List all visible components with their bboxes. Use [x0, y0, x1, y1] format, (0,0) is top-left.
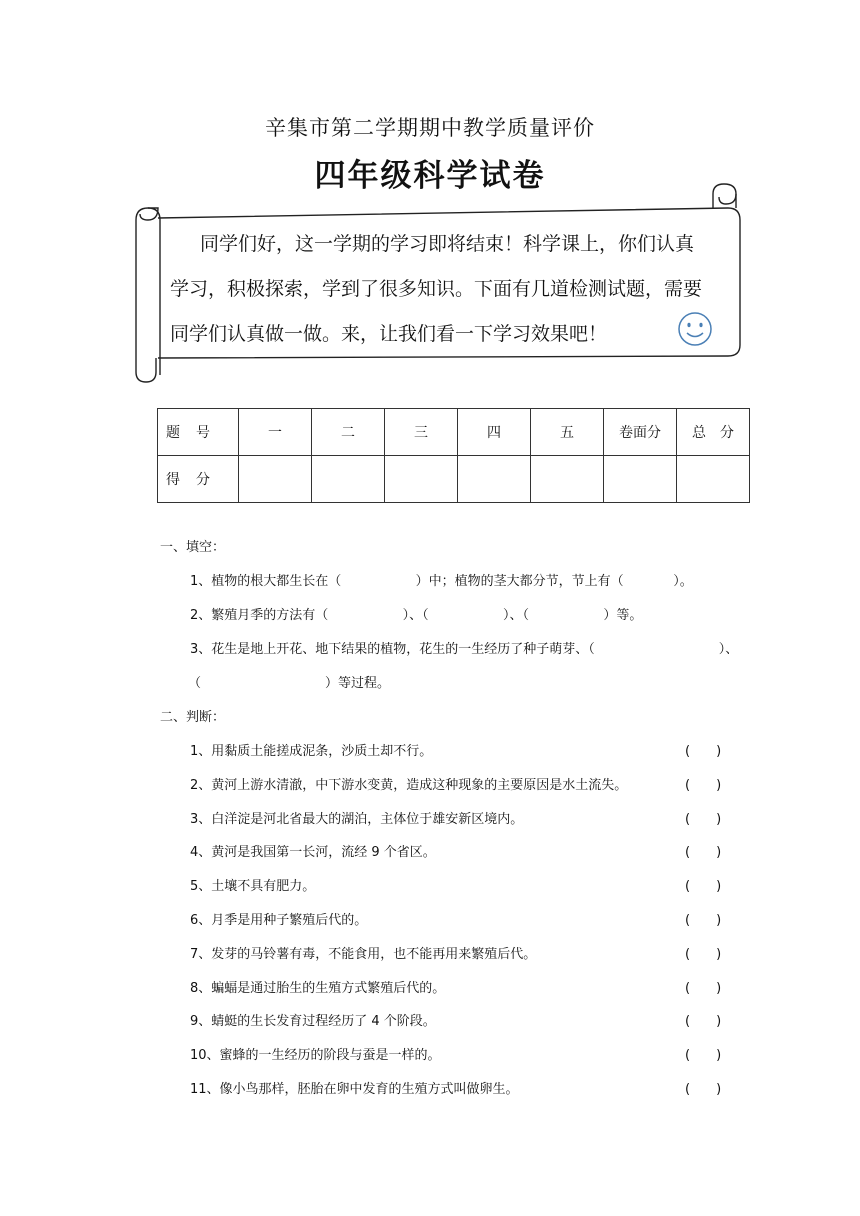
answer-blank[interactable]: ( )	[685, 812, 722, 827]
fill-question-3a: 3、花生是地上开花、地下结果的植物，花生的一生经历了种子萌芽、（ ）、	[190, 642, 739, 657]
intro-line-3: 同学们认真做一做。来，让我们看一下学习效果吧！	[170, 323, 608, 345]
col-label: 题 号	[158, 409, 239, 456]
exam-subtitle: 辛集市第二学期期中教学质量评价	[265, 116, 595, 140]
col-5: 五	[531, 409, 604, 456]
col-total: 总 分	[677, 409, 750, 456]
score-table-header-row	[158, 409, 750, 456]
answer-blank[interactable]: ( )	[685, 845, 722, 860]
col-neatness: 卷面分	[604, 409, 677, 456]
judge-question: 3、白洋淀是河北省最大的湖泊，主体位于雄安新区境内。	[190, 812, 524, 827]
col-4: 四	[458, 409, 531, 456]
score-cell[interactable]	[531, 456, 604, 503]
score-table	[157, 408, 750, 503]
score-cell[interactable]	[312, 456, 385, 503]
judge-question: 9、蜻蜓的生长发育过程经历了 4 个阶段。	[190, 1014, 436, 1029]
judge-question: 10、蜜蜂的一生经历的阶段与蚕是一样的。	[190, 1048, 441, 1063]
section1-heading: 一、填空：	[160, 540, 226, 555]
score-cell[interactable]	[604, 456, 677, 503]
score-cell[interactable]	[677, 456, 750, 503]
answer-blank[interactable]: ( )	[685, 913, 722, 928]
judge-question: 1、用黏质土能搓成泥条，沙质土却不行。	[190, 744, 433, 759]
answer-blank[interactable]: ( )	[685, 744, 722, 759]
fill-question-3b: （ ）等过程。	[188, 676, 390, 691]
col-3: 三	[385, 409, 458, 456]
score-cell[interactable]	[458, 456, 531, 503]
judge-question: 5、土壤不具有肥力。	[190, 879, 316, 894]
smiley-icon	[676, 310, 714, 348]
fill-question-2: 2、繁殖月季的方法有（ ）、（ ）、（ ）等。	[190, 608, 643, 623]
answer-blank[interactable]: ( )	[685, 981, 722, 996]
answer-blank[interactable]: ( )	[685, 1082, 722, 1097]
col-1: 一	[239, 409, 312, 456]
answer-blank[interactable]: ( )	[685, 1048, 722, 1063]
score-cell[interactable]	[385, 456, 458, 503]
judge-question: 11、像小鸟那样，胚胎在卵中发育的生殖方式叫做卵生。	[190, 1082, 519, 1097]
answer-blank[interactable]: ( )	[685, 879, 722, 894]
score-cell[interactable]	[239, 456, 312, 503]
col-2: 二	[312, 409, 385, 456]
exam-title: 四年级科学试卷	[314, 158, 546, 194]
row-label: 得 分	[158, 456, 239, 503]
judge-question: 4、黄河是我国第一长河，流经 9 个省区。	[190, 845, 436, 860]
score-table-score-row	[158, 456, 750, 503]
intro-line-1: 同学们好，这一学期的学习即将结束！科学课上，你们认真	[200, 233, 695, 255]
intro-line-2: 学习，积极探索，学到了很多知识。下面有几道检测试题，需要	[170, 278, 703, 300]
judge-question: 7、发芽的马铃薯有毒，不能食用，也不能再用来繁殖后代。	[190, 947, 537, 962]
section2-heading: 二、判断：	[160, 710, 226, 725]
answer-blank[interactable]: ( )	[685, 1014, 722, 1029]
judge-question: 2、黄河上游水清澈，中下游水变黄，造成这种现象的主要原因是水土流失。	[190, 778, 628, 793]
answer-blank[interactable]: ( )	[685, 778, 722, 793]
fill-question-1: 1、植物的根大都生长在（ ）中；植物的茎大都分节，节上有（ ）。	[190, 574, 693, 589]
judge-question: 8、蝙蝠是通过胎生的生殖方式繁殖后代的。	[190, 981, 446, 996]
judge-question: 6、月季是用种子繁殖后代的。	[190, 913, 368, 928]
answer-blank[interactable]: ( )	[685, 947, 722, 962]
